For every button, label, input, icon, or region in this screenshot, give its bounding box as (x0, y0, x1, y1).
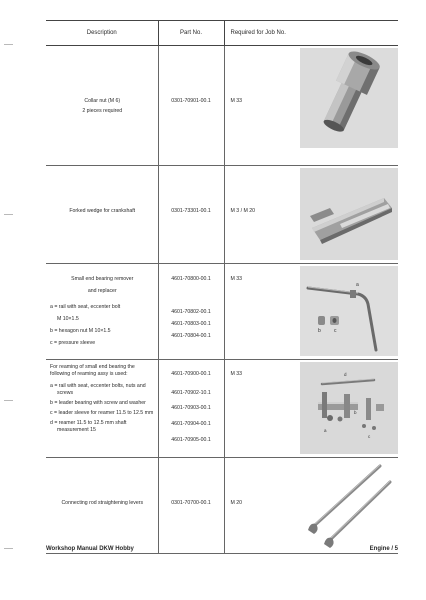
part-number: 4601-70904-00.1 (171, 421, 211, 427)
row-job-no (224, 264, 297, 360)
table-header-row (46, 21, 398, 46)
row-job-no (224, 458, 297, 554)
photo-label: d (344, 372, 347, 377)
part-number: 4601-70802-00.1 (171, 309, 211, 315)
description-line: Collar nut (M 6) (84, 98, 121, 104)
part-number: 0301-70901-00.1 (171, 98, 211, 104)
row-description (46, 458, 158, 554)
job-number: M 33 (230, 98, 243, 104)
header-required-for: Required for Job No. (224, 21, 297, 46)
part-number: 0301-70700-00.1 (171, 500, 211, 506)
photo-label: b (354, 410, 357, 415)
row-part-no (158, 264, 224, 360)
row-description (46, 166, 158, 264)
row-description (46, 46, 158, 166)
row-description (46, 360, 158, 458)
row-job-no (224, 166, 297, 264)
table-row (46, 360, 398, 458)
description-item: a = rail with seat, eccenter bolt (50, 304, 121, 310)
row-image (297, 360, 398, 458)
part-number: 4601-70902-10.1 (171, 390, 211, 396)
description-line: 2 pieces required (82, 108, 123, 114)
row-part-no (158, 360, 224, 458)
part-number: 4601-70803-00.1 (171, 321, 211, 327)
description-item: b = leader bearing with screw and washer (50, 400, 146, 406)
row-image (297, 458, 398, 554)
header-part-no: Part No. (158, 21, 224, 46)
bearing-remover-photo (300, 266, 398, 356)
part-number: 4601-70900-00.1 (171, 371, 211, 377)
row-job-no (224, 46, 297, 166)
page-margin-mark (4, 548, 13, 549)
description-line: Forked wedge for crankshaft (69, 208, 136, 214)
row-image (297, 264, 398, 360)
reaming-assy-photo (300, 362, 398, 454)
straightening-levers-photo (300, 460, 398, 550)
part-number: 4601-70905-00.1 (171, 437, 211, 443)
row-part-no (158, 166, 224, 264)
header-description: Description (46, 21, 158, 46)
row-job-no (224, 360, 297, 458)
page-margin-mark (4, 400, 13, 401)
description-item: c = pressure sleeve (50, 340, 96, 346)
special-tools-table (46, 20, 398, 554)
description-item: c = leader sleeve for reamer 11.5 to 12.5 mm (50, 410, 154, 416)
footer-page-number: Engine / 5 (369, 546, 398, 552)
photo-label: a (324, 428, 327, 433)
table-row (46, 166, 398, 264)
description-item: b = hexagon nut M 10×1.5 (50, 328, 111, 334)
part-number: 4601-70804-00.1 (171, 333, 211, 339)
photo-label: c (368, 434, 371, 439)
row-image (297, 166, 398, 264)
row-image (297, 46, 398, 166)
forked-wedge-photo (300, 168, 398, 260)
part-number: 4601-70800-00.1 (171, 276, 211, 282)
job-number: M 33 (230, 371, 243, 377)
description-item: M 10×1.5 (57, 316, 79, 322)
description-line: Small end bearing remover (71, 276, 134, 282)
job-number: M 20 (230, 500, 243, 506)
page-margin-mark (4, 214, 13, 215)
page-margin-mark (4, 44, 13, 45)
description-line: For reaming of small end bearing the (50, 364, 135, 370)
row-part-no (158, 458, 224, 554)
row-description (46, 264, 158, 360)
header-image (297, 21, 398, 46)
photo-label: c (334, 328, 337, 334)
row-part-no (158, 46, 224, 166)
photo-label: a (356, 282, 359, 288)
job-number: M 3 / M 20 (230, 208, 256, 214)
table-row (46, 458, 398, 554)
photo-label: b (318, 328, 321, 334)
part-number: 0301-73301-00.1 (171, 208, 211, 214)
description-item: d = reamer 11.5 to 12.5 mm shaft measurement 15 (50, 420, 127, 433)
description-line: and replacer (87, 288, 117, 294)
footer-manual-title: Workshop Manual DKW Hobby (46, 546, 134, 552)
tools-table-container (46, 20, 398, 554)
part-number: 4601-70903-00.1 (171, 405, 211, 411)
table-row (46, 46, 398, 166)
description-item: a = rail with seat, eccenter bolts, nuts and screws (50, 383, 146, 396)
table-row (46, 264, 398, 360)
description-line: following of reaming assy is used: (50, 371, 128, 377)
job-number: M 33 (230, 276, 243, 282)
description-line: Connecting rod straightening levers (61, 500, 144, 506)
collar-nut-photo (300, 48, 398, 148)
